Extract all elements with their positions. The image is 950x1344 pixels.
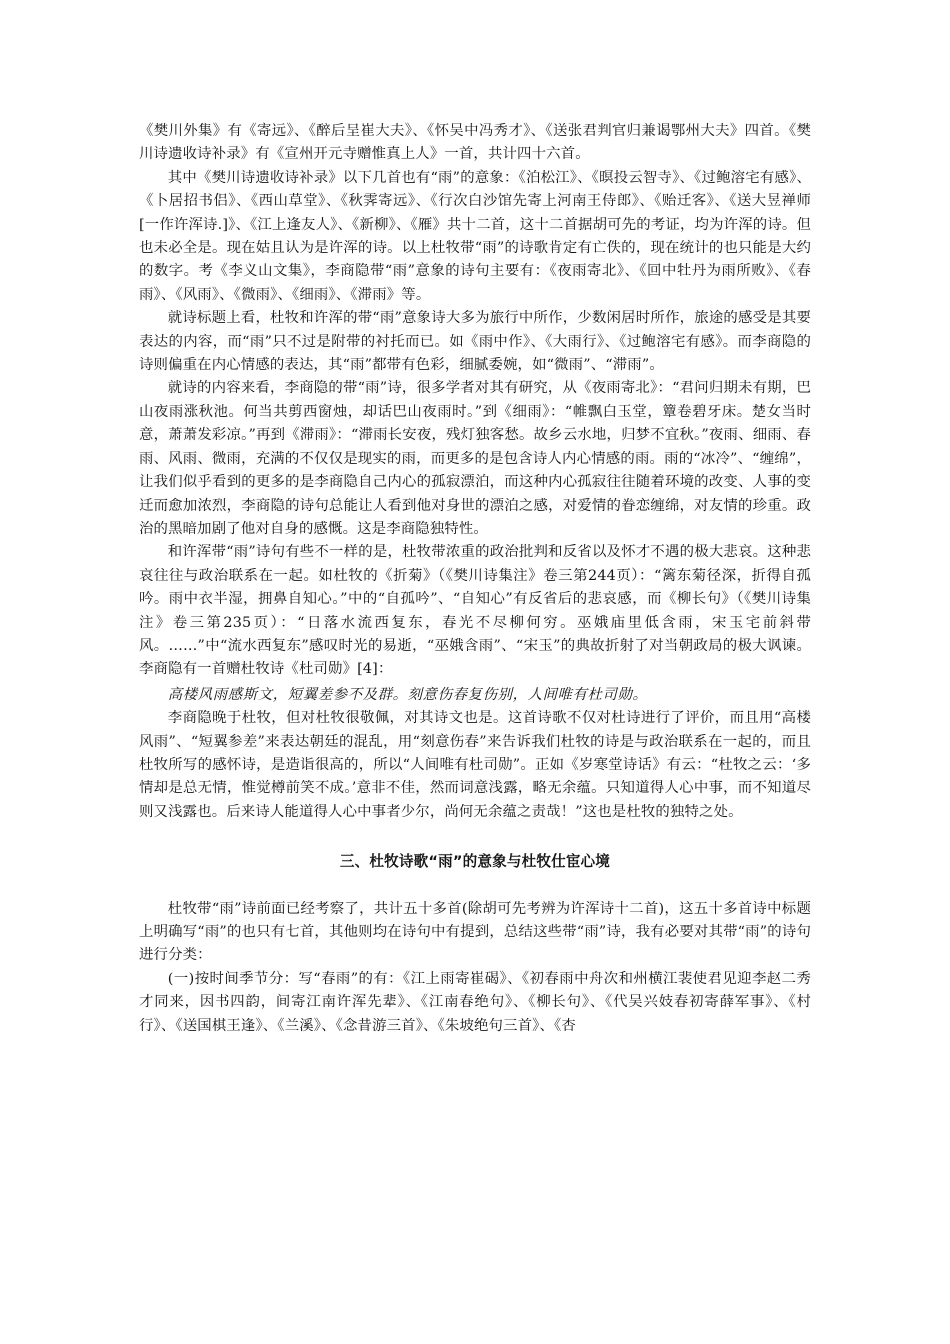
document-page xyxy=(139,120,826,1038)
paragraph-1: 《樊川外集》有《寄远》、《醉后呈崔大夫》、《怀吴中冯秀才》、《送张君判官归兼谒鄂州大夫》四首。《樊川诗遗收诗补录》有《宣州开元寺赠惟真上人》一首，共计四十六首。 xyxy=(139,123,811,163)
section-title: 三、杜牧诗歌“雨”的意象与杜牧仕宦心境 xyxy=(339,853,611,871)
paragraph-4: 就诗的内容来看，李商隐的带“雨”诗，很多学者对其有研究，从《夜雨寄北》：“君问归期未有期，巴山夜雨涨秋池。何当共剪西窗烛，却话巴山夜雨时。”到《细雨》：“帷飘白玉堂，簟卷碧牙床。楚女当时意，萧萧发彩凉。”再到《滞雨》：“滞雨长安夜，残灯独客愁。故乡云水地，归梦不宜秋。”夜雨、细雨、春雨、风雨、微雨，充满的不仅仅是现实的雨，而更多的是包含诗人内心情感的雨。雨的“冰冷”、“缠绵”，让我们似乎看到的更多的是李商隐自己内心的孤寂漂泊，而这种内心孤寂往往随着环境的改变、人事的变迁而愈加浓烈，李商隐的诗句总能让人看到他对身世的漂泊之感，对爱情的眷恋缠绵，对友情的珍重。政治的黑暗加剧了他对自身的感慨。这是李商隐独特性。 xyxy=(139,380,811,537)
paragraph-7: 杜牧带“雨”诗前面已经考察了，共计五十多首(除胡可先考辨为许浑诗十二首)，这五十多首诗中标题上明确写“雨”的也只有七首，其他则均在诗句中有提到，总结这些带“雨”诗，我有必要对其带“雨”的诗句进行分类： xyxy=(139,900,811,964)
paragraph-2: 其中《樊川诗遗收诗补录》以下几首也有“雨”的意象：《泊松江》、《暝投云智寺》、《过鲍溶宅有感》、《卜居招书侣》、《西山草堂》、《秋霁寄远》、《行次白沙馆先寄上河南王侍郎》、《贻迁客》、《送大昱禅师 [一作许浑诗.]》、《江上逢友人》、《新柳》、《雁》共十二首，这十二首据胡可先的考证，均为许浑的诗。但也未必全是。现在姑且认为是许浑的诗。以上杜牧带“雨”的诗歌肯定有亡佚的，现在统计的也只能是大约的数字。考《李义山文集》，李商隐带“雨”意象的诗句主要有：《夜雨寄北》、《回中牡丹为雨所败》、《春雨》、《风雨》、《微雨》、《细雨》、《滞雨》等。 xyxy=(139,169,826,303)
paragraph-3: 就诗标题上看，杜牧和许浑的带“雨”意象诗大多为旅行中所作，少数闲居时所作，旅途的感受是其要表达的内容，而“雨”只不过是附带的衬托而已。如《雨中作》、《大雨行》、《过鲍溶宅有感》。而李商隐的诗则偏重在内心情感的表达，其“雨”都带有色彩，细腻委婉，如“微雨”、“滞雨”。 xyxy=(139,310,811,374)
paragraph-8: (一)按时间季节分：写“春雨”的有：《江上雨寄崔碣》、《初春雨中舟次和州横江裴使君见迎李赵二秀才同来，因书四韵，间寄江南许浑先辈》、《江南春绝句》、《柳长句》、《代吴兴妓春初寄薛军事》、《村行》、《送国棋王逢》、《兰溪》、《念昔游三首》、《朱坡绝句三首》、《杏 xyxy=(139,970,811,1034)
paragraph-6: 李商隐晚于杜牧，但对杜牧很敬佩，对其诗文也是。这首诗歌不仅对杜诗进行了评价，而且用“高楼风雨”、“短翼参差”来表达朝廷的混乱，用“刻意伤春”来告诉我们杜牧的诗是与政治联系在一起的，而且杜牧所写的感怀诗，是造诣很高的，所以“人间唯有杜司勋”。正如《岁寒堂诗话》有云：“杜牧之云：‘多情却是总无情，惟觉樽前笑不成。’意非不佳，然而词意浅露，略无余蕴。只知道得人心中事，而不知道尽则又浅露也。后来诗人能道得人心中事者少尔，尚何无余蕴之责哉！”这也是杜牧的独特之处。 xyxy=(139,710,811,820)
poem-quote: 高楼风雨感斯文，短翼差参不及群。刻意伤春复伤别，人间唯有杜司勋。 xyxy=(167,686,648,703)
paragraph-5: 和许浑带“雨”诗句有些不一样的是，杜牧带浓重的政治批判和反省以及怀才不遇的极大悲哀。这种悲哀往往与政治联系在一起。如杜牧的《折菊》（《樊川诗集注》卷三第244页）：“篱东菊径深，折得自孤吟。雨中衣半湿，拥鼻自知心。”中的“自孤吟”、“自知心”有反省后的悲哀感，而《柳长句》（《樊川诗集注》卷三第235页）：“日落水流西复东，春光不尽柳何穷。巫娥庙里低含雨，宋玉宅前斜带风。……”中“流水西复东”感叹时光的易逝，“巫娥含雨”、“宋玉”的典故折射了对当朝政局的极大讽谏。李商隐有一首赠杜牧诗《杜司勋》[4]： xyxy=(139,544,811,678)
